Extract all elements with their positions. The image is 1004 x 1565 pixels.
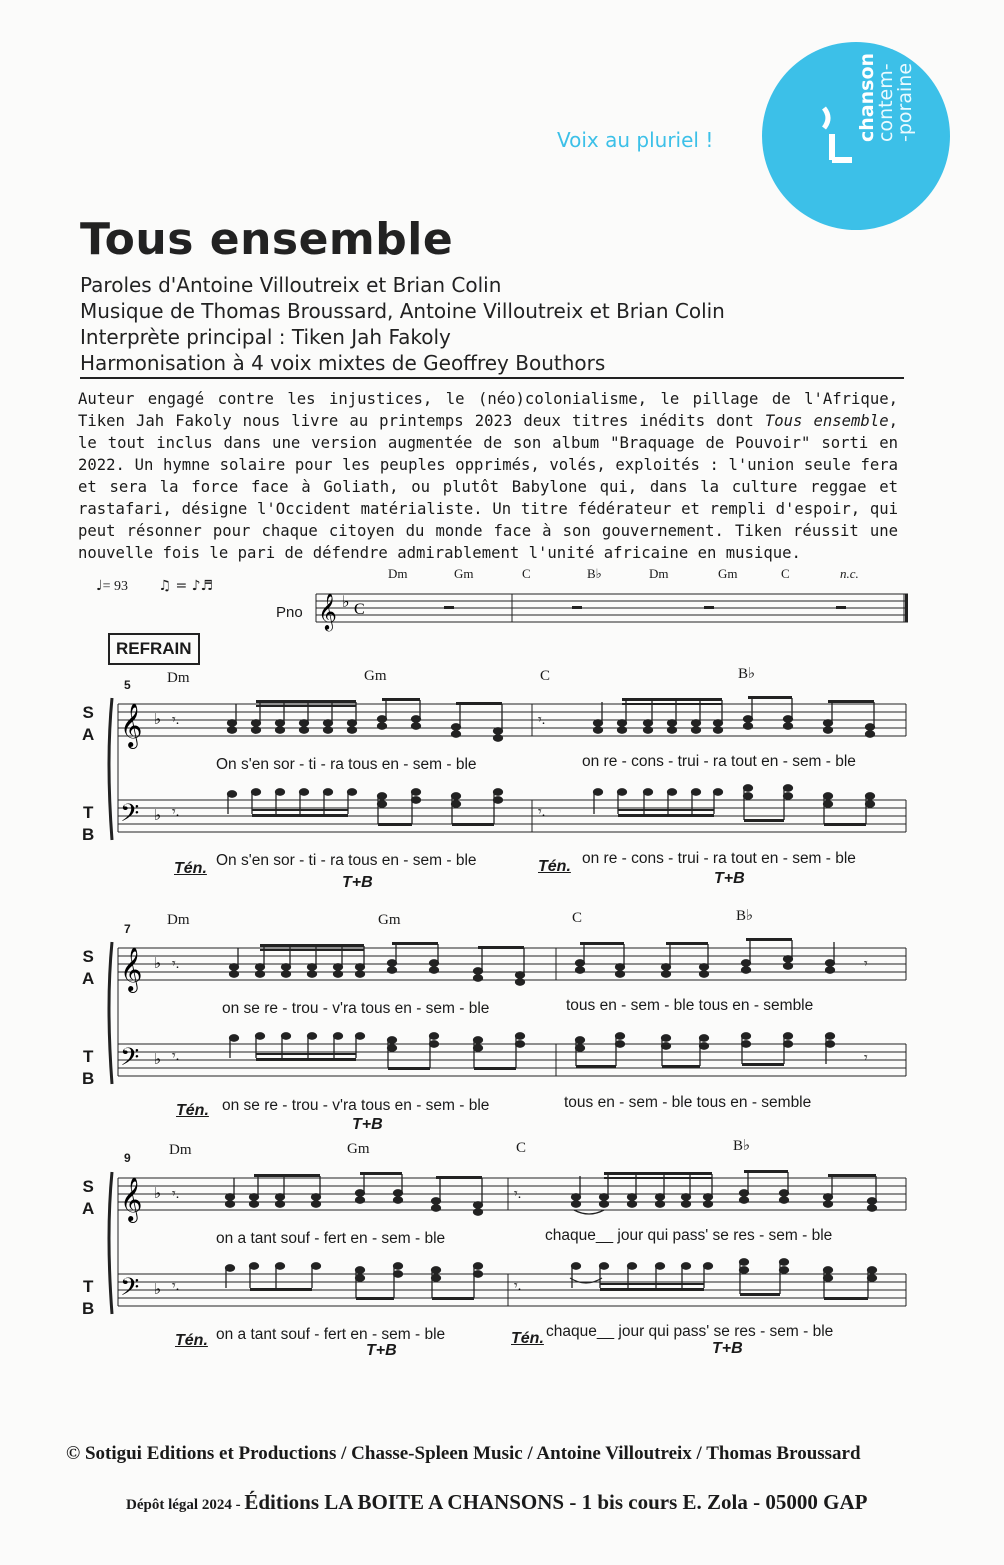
svg-text:♭: ♭: [154, 712, 162, 728]
svg-text:♭: ♭: [154, 1052, 162, 1068]
credit-music: Musique de Thomas Broussard, Antoine Villoutreix et Brian Colin: [80, 299, 725, 323]
svg-text:𝄢: 𝄢: [120, 1044, 140, 1077]
chord-symbol: C: [572, 910, 583, 926]
song-title: Tous ensemble: [80, 214, 454, 265]
piano-intro-staff: [300, 586, 920, 636]
chord-symbol: Dm: [167, 912, 190, 928]
svg-text:𝄾: 𝄾: [864, 957, 868, 972]
intro-chord: Gm: [454, 566, 474, 581]
tenor-bass-label: T B: [82, 1277, 95, 1318]
intro-chord: B♭: [587, 566, 602, 581]
sa-lyrics: chaque__ jour qui pass' se res - sem - ble: [545, 1227, 833, 1244]
tb-lyrics: on re - cons - trui - ra tout en - sem - ble: [582, 850, 856, 867]
intro-chord: Gm: [718, 566, 738, 581]
intro-text-1: Auteur engagé contre les injustices, le (néo)colonialisme, le pillage de l'Afrique, Tiken Jah Fakoly nous livre au printemps 2023 deux titres inédits dont: [78, 390, 898, 430]
svg-text:𝄾: 𝄾: [864, 1051, 868, 1066]
sa-lyrics: on a tant souf - fert en - sem - ble: [216, 1230, 446, 1247]
tb-lyrics: On s'en sor - ti - ra tous en - sem - ble: [216, 852, 477, 869]
chord-symbol: Dm: [167, 670, 190, 686]
copyright-notice: © Sotigui Editions et Productions / Chasse-Spleen Music / Antoine Villoutreix / Thomas Broussard: [66, 1443, 861, 1464]
intro-chord: Dm: [388, 566, 408, 581]
swing-rhythm-icon: ♫ = ♪♬: [158, 578, 214, 594]
chord-symbol: C: [540, 668, 551, 684]
svg-text:𝄾.: 𝄾.: [172, 957, 180, 972]
tb-marking: T+B: [712, 1340, 743, 1357]
refrain-section-label: REFRAIN: [108, 633, 200, 665]
intro-title-italic: Tous ensemble: [764, 412, 889, 430]
chord-symbol: Gm: [364, 668, 387, 684]
chord-symbol: B♭: [733, 1138, 751, 1154]
svg-text:C: C: [354, 601, 365, 618]
svg-text:♭: ♭: [154, 956, 162, 972]
logo-text: [858, 53, 915, 142]
tb-marking: T+B: [342, 874, 373, 891]
sa-lyrics: tous en - sem - ble tous en - semble: [566, 997, 814, 1014]
svg-text:♭: ♭: [342, 594, 350, 611]
svg-text:𝄾.: 𝄾.: [172, 713, 180, 728]
chord-symbol: Gm: [378, 912, 401, 928]
tb-marking: T+B: [352, 1116, 383, 1133]
svg-text:𝄢: 𝄢: [120, 1274, 140, 1307]
svg-text:𝄾.: 𝄾.: [538, 805, 546, 820]
soprano-alto-label: S A: [82, 703, 95, 744]
piano-label: Pno: [276, 604, 303, 621]
credit-lyrics: Paroles d'Antoine Villoutreix et Brian Colin: [80, 273, 502, 297]
svg-text:𝄞: 𝄞: [120, 949, 143, 991]
soprano-alto-label: S A: [82, 1177, 95, 1218]
tenor-marking: Tén.: [175, 1332, 208, 1349]
logo-line-1: chanson: [856, 52, 878, 142]
intro-chord: Dm: [649, 566, 669, 581]
quarter-note-icon: ♩: [96, 578, 103, 594]
svg-text:𝄾.: 𝄾.: [514, 1279, 522, 1294]
chord-symbol: Gm: [347, 1141, 370, 1157]
chord-symbol: C: [516, 1140, 527, 1156]
svg-text:♭: ♭: [154, 1186, 162, 1202]
logo-line-2: contem-: [875, 63, 897, 142]
svg-text:𝄾.: 𝄾.: [172, 1187, 180, 1202]
svg-text:𝄞: 𝄞: [318, 593, 337, 629]
soprano-alto-label: S A: [82, 947, 95, 988]
tempo-marking: [96, 578, 213, 595]
tb-lyrics: chaque__ jour qui pass' se res - sem - ble: [546, 1323, 834, 1340]
logo-line-3: -poraine: [894, 62, 916, 142]
tenor-marking: Tén.: [174, 860, 207, 877]
svg-text:𝄾.: 𝄾.: [172, 1279, 180, 1294]
tempo-value: = 93: [102, 579, 129, 594]
svg-text:𝄾.: 𝄾.: [172, 805, 180, 820]
tb-lyrics: on a tant souf - fert en - sem - ble: [216, 1326, 446, 1343]
chanson-contemporaine-logo: [762, 42, 950, 230]
intro-paragraph: [78, 388, 898, 564]
svg-text:♭: ♭: [154, 1282, 162, 1298]
tb-marking: T+B: [366, 1342, 397, 1359]
sa-lyrics: on re - cons - trui - ra tout en - sem - ble: [582, 753, 856, 770]
tb-marking: T+B: [714, 870, 745, 887]
tenor-bass-label: T B: [82, 803, 95, 844]
svg-text:𝄢: 𝄢: [120, 800, 140, 833]
tagline: Voix au pluriel !: [557, 128, 714, 152]
tenor-marking: Tén.: [538, 858, 571, 875]
tenor-bass-label: T B: [82, 1047, 95, 1088]
svg-text:𝄞: 𝄞: [120, 705, 143, 747]
logo-glyph-icon: [818, 104, 858, 164]
intro-chord: C: [522, 566, 531, 581]
svg-text:𝄾.: 𝄾.: [514, 1187, 522, 1202]
chord-symbol: Dm: [169, 1142, 192, 1158]
tb-lyrics: tous en - sem - ble tous en - semble: [564, 1094, 812, 1111]
intro-chord: n.c.: [840, 566, 859, 581]
sa-lyrics: On s'en sor - ti - ra tous en - sem - ble: [216, 756, 477, 773]
intro-text-2: , le tout inclus dans une version augmentée de son album "Braquage de Pouvoir" sorti en 2022. Un hymne solaire pour les peuples opprimés, volés, exploités : l'union seule fera et sera la force face à Goliath, ou plutôt Babylone qui, dans la culture reggae et rastafari, désigne l'Occident matérialiste. Un titre fédérateur et rempli d'espoir, qui peut résonner pour chaque citoyen du monde face à son gouvernement. Tiken réussit une nouvelle fois le pari de défendre admirablement l'unité africaine en musique.: [78, 412, 898, 562]
sa-lyrics: on se re - trou - v'ra tous en - sem - ble: [222, 1000, 490, 1017]
bar-number: 7: [124, 922, 131, 936]
song-credits: [80, 272, 725, 376]
title-rule: [80, 377, 904, 379]
svg-text:𝄾.: 𝄾.: [172, 1049, 180, 1064]
credit-performer: Interprète principal : Tiken Jah Fakoly: [80, 325, 451, 349]
tenor-marking: Tén.: [511, 1330, 544, 1347]
bar-number: 9: [124, 1151, 131, 1165]
svg-text:𝄞: 𝄞: [120, 1179, 143, 1221]
chord-symbol: B♭: [738, 666, 756, 682]
tenor-marking: Tén.: [176, 1102, 209, 1119]
tb-lyrics: on se re - trou - v'ra tous en - sem - ble: [222, 1097, 490, 1114]
credit-harmonization: Harmonisation à 4 voix mixtes de Geoffrey Bouthors: [80, 351, 606, 375]
publisher-legal-deposit: [126, 1490, 867, 1515]
intro-chord: C: [781, 566, 790, 581]
svg-text:♭: ♭: [154, 808, 162, 824]
legal-deposit-year: Dépôt légal 2024 -: [126, 1497, 245, 1513]
publisher-address: Éditions LA BOITE A CHANSONS - 1 bis cours E. Zola - 05000 GAP: [244, 1490, 868, 1514]
chord-symbol: B♭: [736, 908, 754, 924]
svg-text:𝄾.: 𝄾.: [538, 713, 546, 728]
bar-number: 5: [124, 678, 131, 692]
